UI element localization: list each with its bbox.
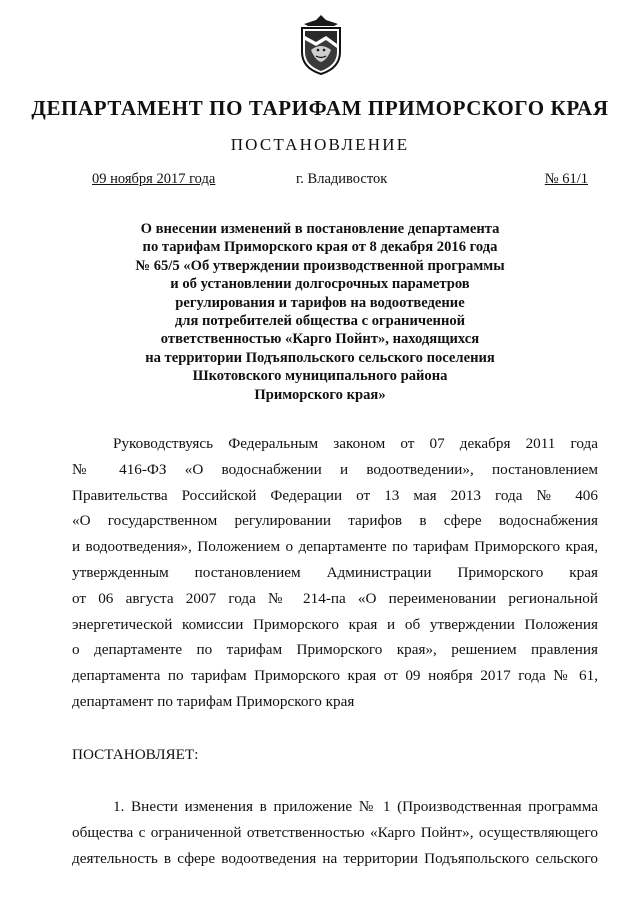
paragraph-line: департамент по тарифам Приморского края [72,692,355,710]
paragraph-line: от 06 августа 2007 года № 214-па «О переименовании региональной [72,589,598,607]
heading-line: для потребителей общества с ограниченной [174,313,466,330]
paragraph-line: утвержденным постановлением Администрации Приморского края [72,563,598,581]
department-title: ДЕПАРТАМЕНТ ПО ТАРИФАМ ПРИМОРСКОГО КРАЯ [31,96,609,120]
paragraph-line: «О государственном регулировании тарифов в сфере водоснабжения [72,512,598,530]
paragraph-line: Руководствуясь Федеральным законом от 07 декабря 2011 года [113,435,598,452]
document-city: г. Владивосток [296,171,388,187]
item-1-paragraph [72,794,598,871]
paragraph-line: № 416-ФЗ «О водоснабжении и водоотведении», постановлением [72,460,598,478]
paragraph-line: департамента по тарифам Приморского края от 09 ноября 2017 года № 61, [72,667,598,685]
paragraph-line: о департаменте по тарифам Приморского края», решением правления [72,641,598,659]
heading-line: Приморского края» [254,386,386,403]
paragraph-line: энергетической комиссии Приморского края и об утверждении Положения [72,615,598,633]
document-number: № 61/1 [544,171,588,187]
preamble-paragraph [72,431,598,715]
paragraph-line: деятельность в сфере водоотведения на территории Подъяпольского сельского [72,849,598,867]
heading-line: и об установлении долгосрочных параметров [170,276,470,293]
paragraph-line: 1. Внести изменения в приложение № 1 (Производственная программа [113,798,598,815]
heading-line: Шкотовского муниципального района [192,368,448,385]
heading-line: О внесении изменений в постановление департамента [140,221,500,237]
coat-of-arms-emblem [296,14,346,76]
paragraph-line: и водоотведения», Положением о департаменте по тарифам Приморского края, [72,538,598,556]
document-heading [0,220,640,404]
heading-line: регулирования и тарифов на водоотведение [175,294,465,311]
heading-line: № 65/5 «Об утверждении производственной программы [135,257,505,274]
paragraph-line: общества с ограниченной ответственностью «Карго Пойнт», осуществляющего [72,823,598,841]
heading-line: на территории Подъяпольского сельского поселения [145,349,495,366]
heading-line: ответственностью «Карго Пойнт», находящихся [160,331,480,348]
paragraph-line: Правительства Российской Федерации от 13 мая 2013 года № 406 [72,486,598,504]
document-date: 09 ноября 2017 года [92,171,216,187]
heading-line: по тарифам Приморского края от 8 декабря 2016 года [142,239,498,256]
document-type: ПОСТАНОВЛЕНИЕ [230,135,410,154]
decree-word: ПОСТАНОВЛЯЕТ: [72,746,199,763]
